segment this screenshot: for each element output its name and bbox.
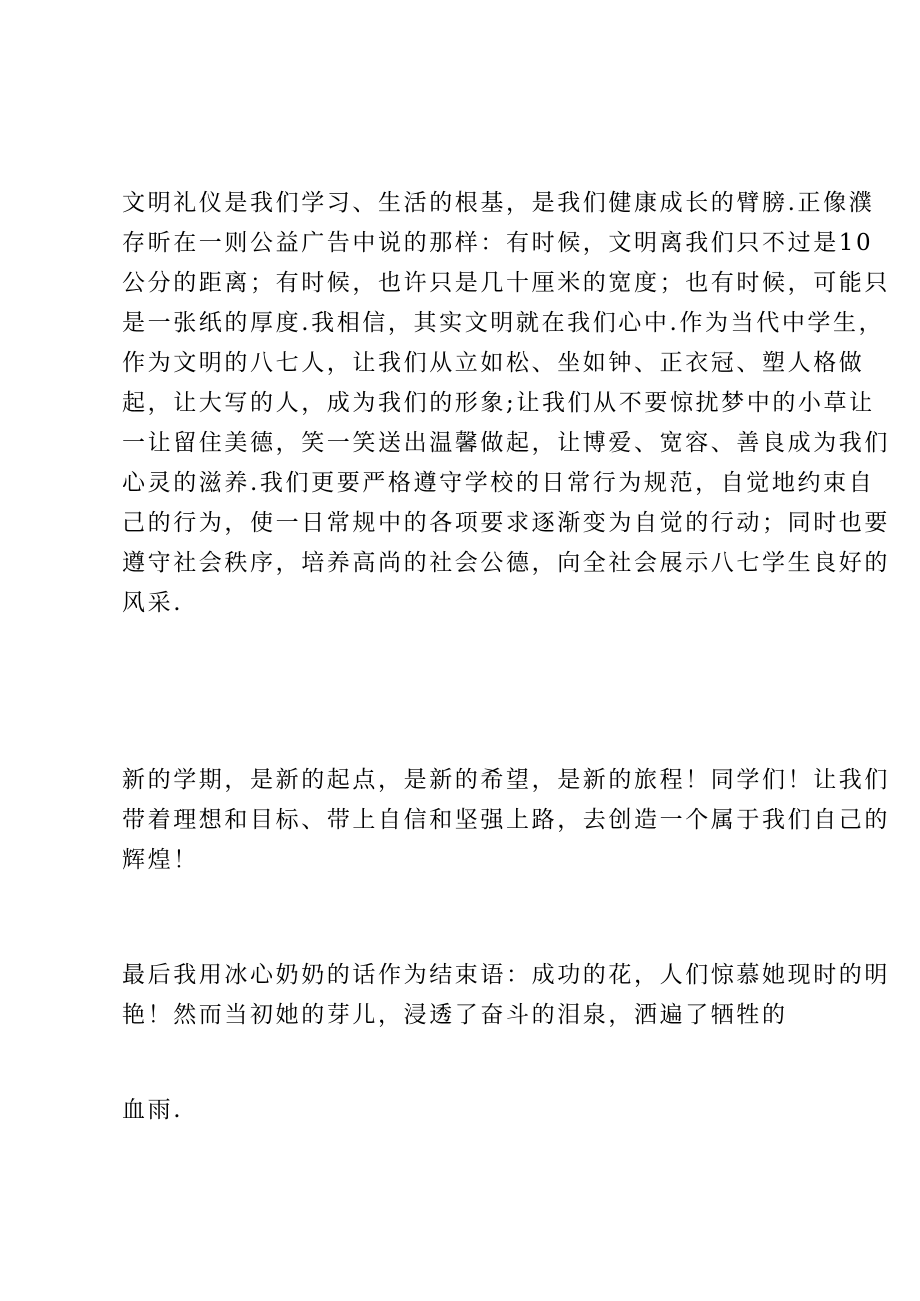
text-line: 作为文明的八七人，让我们从立如松、坐如钟、正衣冠、塑人格做 <box>122 350 865 376</box>
paragraph-closing-quote <box>122 955 890 1035</box>
paragraph-new-semester <box>122 760 890 880</box>
text-line: 新的学期，是新的起点，是新的希望，是新的旅程！同学们！让我们 <box>122 767 890 793</box>
text-line: 存昕在一则公益广告中说的那样：有时候，文明离我们只不过是10 <box>122 230 874 256</box>
text-line: 起，让大写的人，成为我们的形象;让我们从不要惊扰梦中的小草让 <box>122 390 875 416</box>
text-line: 艳！然而当初她的芽儿，浸透了奋斗的泪泉，洒遍了牺牲的 <box>122 1002 788 1028</box>
paragraph-closing-end <box>122 1090 822 1130</box>
text-line: 血雨. <box>122 1097 184 1123</box>
text-line: 公分的距离；有时候，也许只是几十厘米的宽度；也有时候，可能只 <box>122 270 890 296</box>
text-line: 遵守社会秩序，培养高尚的社会公德，向全社会展示八七学生良好的 <box>122 550 890 576</box>
text-line: 一让留住美德，笑一笑送出温馨做起，让博爱、宽容、善良成为我们 <box>122 430 890 456</box>
text-line: 最后我用冰心奶奶的话作为结束语：成功的花，人们惊慕她现时的明 <box>122 962 890 988</box>
text-line: 己的行为，使一日常规中的各项要求逐渐变为自觉的行动；同时也要 <box>122 510 890 536</box>
text-line: 心灵的滋养.我们更要严格遵守学校的日常行为规范，自觉地约束自 <box>122 470 875 496</box>
text-line: 带着理想和目标、带上自信和坚强上路，去创造一个属于我们自己的 <box>122 807 890 833</box>
text-line: 是一张纸的厚度.我相信，其实文明就在我们心中.作为当代中学生， <box>122 310 885 336</box>
text-line: 文明礼仪是我们学习、生活的根基，是我们健康成长的臂膀.正像濮 <box>122 190 875 216</box>
text-line: 辉煌！ <box>122 847 199 873</box>
text-line: 风采. <box>122 590 184 616</box>
paragraph-civility <box>122 183 890 623</box>
